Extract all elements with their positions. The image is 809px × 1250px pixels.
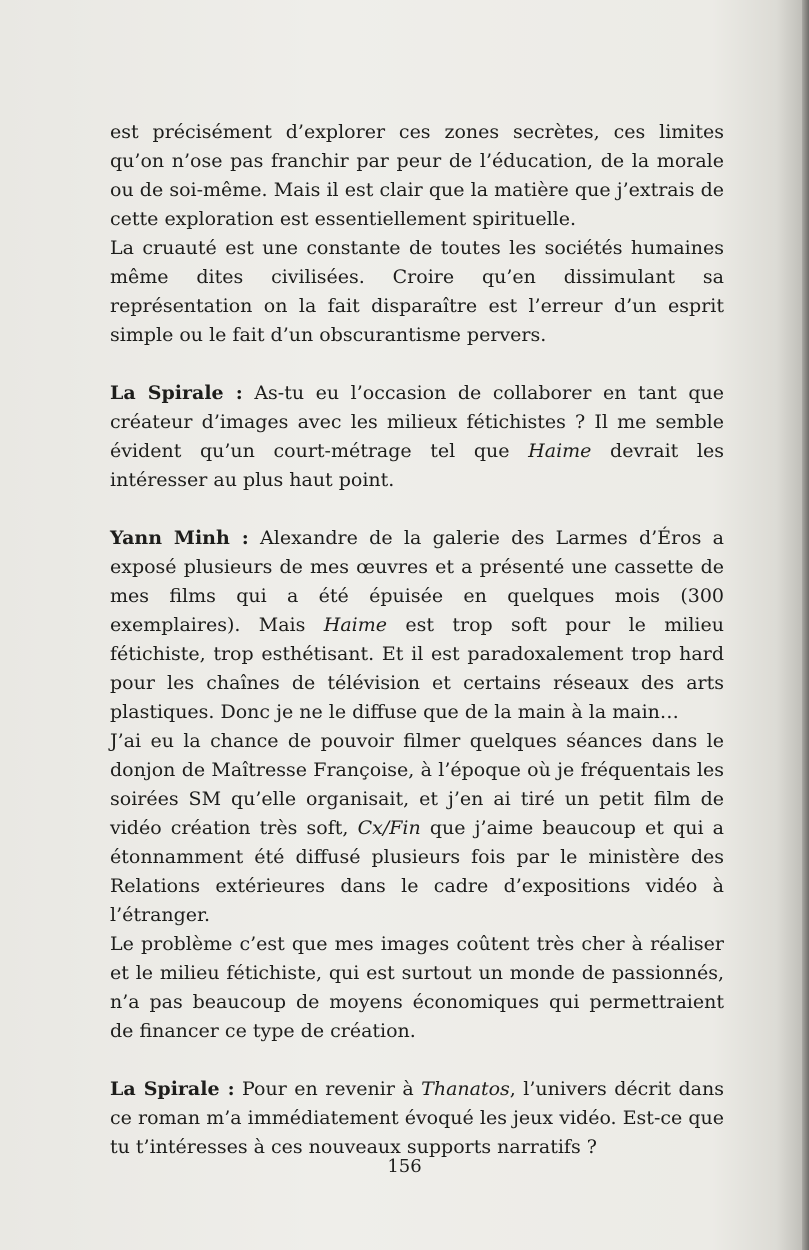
work-title: Cx/Fin xyxy=(357,817,421,839)
answer-text: Le problème c’est que mes images coûtent très cher à réaliser et le milieu fétichiste, qui est surtout un monde de passionnés, n’a pas beaucoup de moyens économiques qui permettraient de financer ce type de création. xyxy=(110,933,724,1042)
paragraph-text: La cruauté est une constante de toutes les sociétés humaines même dites civilisées. Croire qu’en dissimulant sa représentation on la fait disparaître est l’erreur d’un esprit simple ou le fait d’un obscurantisme pervers. xyxy=(110,237,724,346)
speaker-label: La Spirale : xyxy=(110,1078,235,1100)
page-body xyxy=(110,118,724,1162)
question-text: devrait les intéresser au plus haut point. xyxy=(110,440,724,491)
question-text: As-tu eu l’occasion de collaborer en tant que créateur d’images avec les milieux fétichistes ? Il me semble évident qu’un court-métrage tel que xyxy=(110,382,724,462)
interview-answer xyxy=(110,524,724,727)
work-title: Haime xyxy=(528,440,592,462)
answer-text: que j’aime beaucoup et qui a étonnamment été diffusé plusieurs fois par le ministère des Relations extérieures dans le cadre d’expositions vidéo à l’étranger. xyxy=(110,817,724,926)
paragraph-text: est précisément d’explorer ces zones secrètes, ces limites qu’on n’ose pas franchir par peur de l’éducation, de la morale ou de soi-même. Mais il est clair que la matière que j’extrais de cette exploration est essentiellement spirituelle. xyxy=(110,121,724,230)
answer-text: J’ai eu la chance de pouvoir filmer quelques séances dans le donjon de Maîtresse Françoise, à l’époque où je fréquentais les soirées SM qu’elle organisait, et j’en ai tiré un petit film de vidéo création très soft, xyxy=(110,730,724,839)
question-text: Pour en revenir à xyxy=(234,1078,422,1100)
paragraph xyxy=(110,118,724,234)
interview-question xyxy=(110,379,724,495)
interview-answer xyxy=(110,727,724,930)
speaker-label: La Spirale : xyxy=(110,382,243,404)
interview-question xyxy=(110,1075,724,1162)
question-text: , l’univers décrit dans ce roman m’a immédiatement évoqué les jeux vidéo. Est-ce que tu t’intéresses à ces nouveaux supports narratifs ? xyxy=(110,1078,724,1158)
answer-text: est trop soft pour le milieu fétichiste, trop esthétisant. Et il est paradoxalement trop hard pour les chaînes de télévision et certains réseaux des arts plastiques. Donc je ne le diffuse que de la main à la main… xyxy=(110,614,724,723)
work-title: Thanatos xyxy=(421,1078,510,1100)
interview-answer xyxy=(110,930,724,1046)
work-title: Haime xyxy=(323,614,387,636)
speaker-label: Yann Minh : xyxy=(110,527,249,549)
paragraph xyxy=(110,234,724,350)
answer-text: Alexandre de la galerie des Larmes d’Éros a exposé plusieurs de mes œuvres et a présenté une cassette de mes films qui a été épuisée en quelques mois (300 exemplaires). Mais xyxy=(110,527,724,636)
page-number: 156 xyxy=(387,1156,422,1177)
